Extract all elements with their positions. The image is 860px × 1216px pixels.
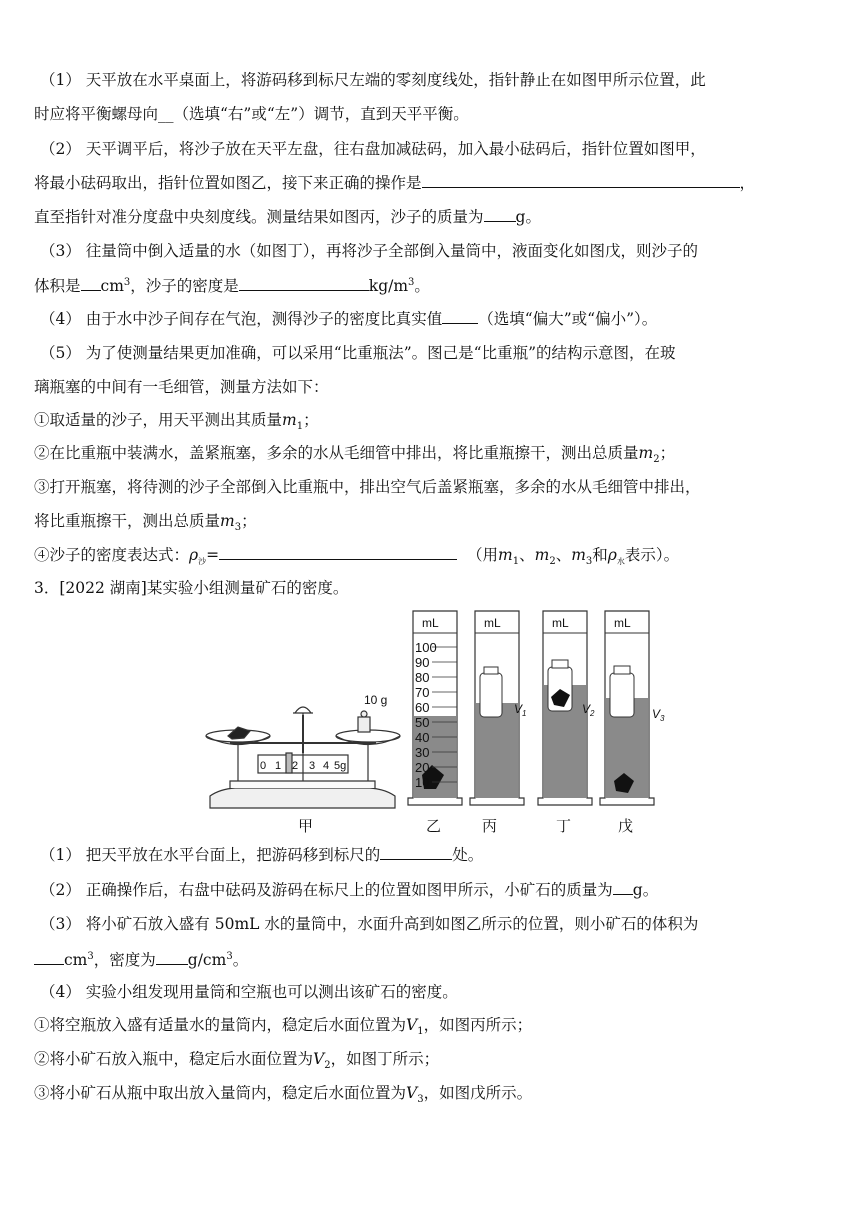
math: V	[313, 1050, 325, 1068]
text: ，	[739, 174, 756, 192]
answer-blank[interactable]	[219, 545, 457, 560]
scale-label: 5g	[334, 760, 347, 772]
q2-p2-line3	[34, 207, 541, 227]
text: （2） 正确操作后，右盘中砝码及游码在标尺上的位置如图甲所示，小矿石的质量为	[40, 881, 613, 899]
answer-blank[interactable]	[613, 880, 633, 895]
scale-label: 4	[323, 760, 330, 772]
tick-label: 70	[415, 685, 430, 700]
text: ，密度为	[93, 951, 156, 970]
answer-blank[interactable]	[484, 207, 516, 222]
text: （4） 由于水中沙子间存在气泡，测得沙子的密度比真实值	[40, 310, 443, 328]
text: g。	[515, 208, 541, 226]
text: （选填“偏大”或“偏小”）。	[478, 310, 658, 328]
text: ；	[659, 444, 676, 462]
text: 3	[226, 951, 233, 962]
q2-p5-line1: （5） 为了使测量结果更加准确，可以采用“比重瓶法”。图己是“比重瓶”的结构示意图，在玻	[40, 344, 676, 362]
math: m	[220, 512, 235, 530]
q3-p4: （4） 实验小组发现用量筒和空瓶也可以测出该矿石的密度。	[40, 983, 458, 1001]
math: m	[498, 546, 513, 564]
unit-label: mL	[614, 616, 631, 630]
q3-step3	[34, 1083, 532, 1110]
tick-label: 10	[415, 775, 430, 790]
scale-label: 0	[260, 760, 267, 772]
text: ，如图丙所示；	[423, 1016, 533, 1034]
q3-step2	[34, 1049, 439, 1076]
subscript: 1	[512, 556, 520, 568]
tick-label: 40	[415, 730, 430, 745]
tick-label: 60	[415, 700, 430, 715]
text: 处。	[452, 846, 484, 864]
q3-p2	[40, 880, 658, 900]
math: m	[534, 546, 550, 564]
v2-label: $V_2$	[582, 702, 595, 718]
q2-p2-line2	[34, 173, 755, 193]
text: 将比重瓶擦干，测出总质量	[34, 512, 221, 530]
math: m	[571, 546, 586, 564]
q2-p4	[40, 309, 657, 329]
text: 。	[232, 951, 249, 970]
text: ③将小矿石从瓶中取出放入量筒内，稳定后水面位置为	[34, 1084, 407, 1102]
math: ρ	[189, 546, 199, 564]
v3-label: $V_3$	[652, 707, 665, 723]
subscript: 2	[549, 556, 556, 568]
text: 和	[592, 546, 608, 564]
text: cm	[64, 951, 88, 970]
text: ①将空瓶放入盛有适量水的量筒内，稳定后水面位置为	[34, 1016, 407, 1034]
text: cm	[100, 277, 124, 296]
caption-yi: 乙	[426, 818, 442, 835]
answer-blank[interactable]	[239, 276, 369, 291]
subscript: 3	[417, 1094, 424, 1106]
subscript: 3	[585, 556, 593, 568]
text: g/cm	[187, 951, 227, 970]
answer-blank[interactable]	[422, 173, 740, 188]
text: 直至指针对准分度盘中央刻度线。测量结果如图丙，沙子的质量为	[34, 208, 484, 226]
q2-step3-line2	[34, 511, 257, 538]
q2-step1	[34, 410, 319, 437]
answer-blank[interactable]	[380, 845, 452, 860]
text: ①取适量的沙子，用天平测出其质量	[34, 411, 283, 429]
text: ④沙子的密度表达式：	[34, 546, 190, 564]
q2-p1-line1: （1） 天平放在水平桌面上，将游码移到标尺左端的零刻度线处，指针静止在如图甲所示位置，此	[40, 71, 706, 89]
text: 将最小砝码取出，指针位置如图乙，接下来正确的操作是	[34, 174, 422, 192]
tick-label: 50	[415, 715, 430, 730]
text: g。	[632, 881, 659, 899]
scale-label: 2	[292, 760, 299, 772]
text: 。	[414, 277, 430, 296]
answer-blank[interactable]	[34, 950, 64, 965]
math: ρ	[607, 546, 617, 564]
unit-label: mL	[422, 616, 439, 630]
caption-bing: 丙	[482, 818, 498, 835]
text: 、	[519, 546, 535, 564]
text: ，如图丁所示；	[330, 1050, 440, 1068]
tick-label: 90	[415, 655, 430, 670]
math: V	[406, 1084, 418, 1102]
text: kg/m	[368, 277, 409, 296]
answer-blank[interactable]	[442, 309, 478, 324]
q2-p2-line1: （2） 天平调平后，将沙子放在天平左盘，往右盘加减砝码，加入最小砝码后，指针位置如图甲，	[40, 140, 706, 158]
figure-captions	[298, 818, 633, 835]
q2-p5-line2: 璃瓶塞的中间有一毛细管，测量方法如下：	[34, 378, 329, 396]
text: 3	[87, 951, 94, 962]
tick-label: 100	[415, 640, 437, 655]
text: 3	[408, 277, 415, 288]
subscript: 2	[324, 1060, 331, 1072]
text: 体积是	[34, 277, 81, 296]
unit-label: mL	[484, 616, 501, 630]
text: 表示）。	[624, 546, 680, 564]
text: ，沙子的密度是	[130, 277, 239, 296]
text: （用	[467, 546, 499, 564]
text: 、	[555, 546, 572, 564]
subscript: 沙	[198, 557, 207, 567]
math: V	[406, 1016, 418, 1034]
caption-jia: 甲	[298, 818, 314, 835]
q2-step4	[34, 545, 679, 572]
subscript: 1	[417, 1026, 424, 1038]
answer-blank[interactable]	[81, 276, 101, 291]
subscript: 1	[296, 421, 304, 433]
math: m	[638, 444, 654, 462]
text: 3	[123, 277, 131, 288]
text: ②在比重瓶中装满水，盖紧瓶塞，多余的水从毛细管中排出，将比重瓶擦干，测出总质量	[34, 444, 639, 462]
q3-step1	[34, 1015, 532, 1042]
tick-label: 20	[415, 760, 430, 775]
balance-illustration	[206, 707, 400, 808]
q2-p3-line1: （3） 往量筒中倒入适量的水（如图丁），再将沙子全部倒入量筒中，液面变化如图戊，则沙子的	[40, 242, 699, 260]
answer-blank[interactable]	[156, 950, 188, 965]
subscript: 3	[234, 522, 242, 534]
subscript: 2	[653, 454, 660, 466]
q3-p3-line2	[34, 947, 248, 970]
text: ；	[241, 512, 257, 530]
q2-p3-line2	[34, 273, 430, 296]
scale-label: 3	[309, 760, 316, 772]
q3-p1	[40, 845, 483, 865]
text: =	[206, 546, 220, 564]
text: ；	[303, 411, 319, 429]
tick-label: 80	[415, 670, 430, 685]
text: （1） 把天平放在水平台面上，把游码移到标尺的	[40, 846, 381, 864]
experiment-figure	[200, 603, 665, 835]
caption-wu: 戊	[618, 818, 634, 835]
text: ②将小矿石放入瓶中，稳定后水面位置为	[34, 1050, 314, 1068]
math: m	[282, 411, 297, 429]
q2-step3-line1: ③打开瓶塞，将待测的沙子全部倒入比重瓶中，排出空气后盖紧瓶塞，多余的水从毛细管中排出，	[34, 478, 701, 496]
v1-label: $V_1$	[514, 702, 527, 718]
text: ，如图戊所示。	[423, 1084, 533, 1102]
unit-label: mL	[552, 616, 569, 630]
subscript: 水	[616, 557, 625, 567]
q2-step2	[34, 443, 675, 470]
cylinder-wu	[600, 611, 654, 805]
q3-p3-line1: （3） 将小矿石放入盛有 50mL 水的量筒中，水面升高到如图乙所示的位置，则小矿石的体积为	[40, 915, 699, 933]
q3-title: 3．[2022 湖南]某实验小组测量矿石的密度。	[34, 579, 349, 597]
scale-label: 1	[275, 760, 282, 772]
q2-p1-line2: 时应将平衡螺母向__（选填“右”或“左”）调节，直到天平平衡。	[34, 105, 469, 123]
weight-label: 10 g	[364, 693, 388, 707]
tick-label: 30	[415, 745, 430, 760]
caption-ding: 丁	[556, 818, 572, 835]
